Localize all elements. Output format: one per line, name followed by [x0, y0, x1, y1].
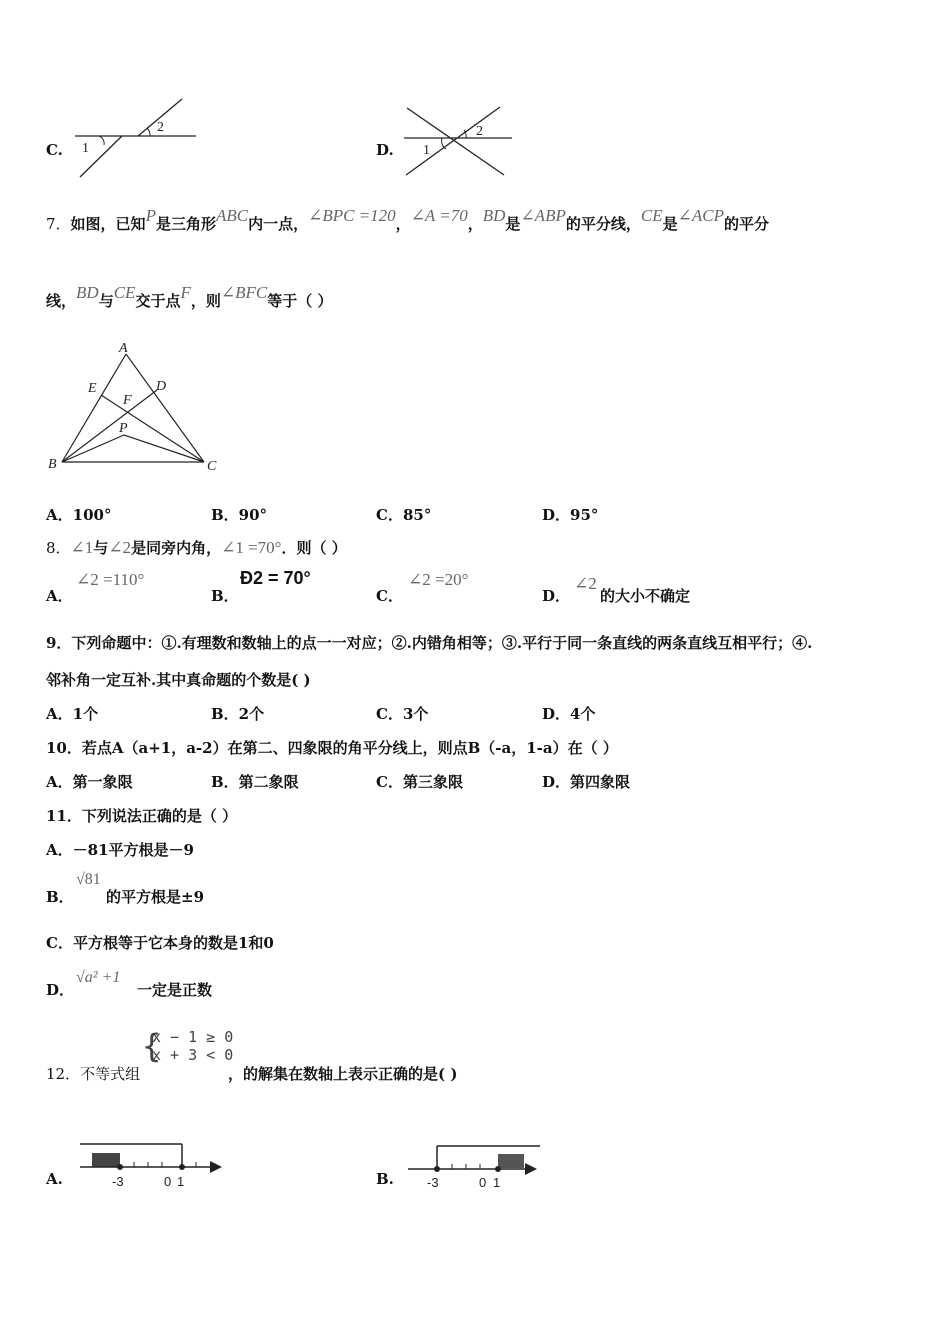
q7-option-a: A．100° [46, 506, 112, 524]
angle-1-arc [442, 138, 446, 149]
q7-angle-bpc: ∠BPC =120 [308, 206, 396, 225]
point-e-label: E [88, 381, 97, 396]
q7-text: 的平分 [723, 215, 769, 233]
q9-line-2: 邻补角一定互补.其中真命题的个数是( ) [46, 671, 311, 689]
q7-text: 如图，已知 [70, 215, 146, 233]
q7-line-2 [46, 283, 333, 320]
shaded-region [92, 1153, 120, 1167]
q8-text: 是同旁内角， [131, 539, 222, 557]
q8-option-a-label: A． [46, 587, 73, 605]
q7-text: 内一点， [248, 215, 309, 233]
tick-label-1: 1 [177, 1174, 185, 1189]
arrow-icon [210, 1161, 222, 1173]
q7-text: 线， [46, 292, 77, 310]
tick-label-minus-3: -3 [112, 1174, 124, 1189]
q7-triangle-abc: ABC [215, 206, 249, 225]
angle-1-arc [99, 136, 104, 145]
q7-angle-abp: ∠ABP [520, 206, 566, 225]
q7-number: 7． [46, 215, 71, 233]
vertex-a-label: A [119, 341, 128, 356]
q7-text: 是 [505, 215, 521, 233]
q12-option-a-number-line [72, 1138, 227, 1193]
vertex-c-label: C [207, 459, 217, 474]
q7-angle-acp: ∠ACP [677, 206, 724, 225]
q7-text: 的平分线， [565, 215, 641, 233]
tick-label-0: 0 [479, 1175, 487, 1190]
q11-option-a: A．－81平方根是－9 [46, 841, 194, 859]
q7-angle-a: ∠A =70 [410, 206, 468, 225]
point-f-label: F [123, 393, 132, 408]
q8-option-b-label: B． [211, 587, 239, 605]
q7-point-f: F [180, 283, 191, 302]
angle-2-arc [147, 128, 150, 136]
vertex-b-label: B [48, 457, 57, 472]
q9-line-1: 9．下列命题中：①.有理数和数轴上的点一一对应；②.内错角相等；③.平行于同一条直线的两条直线互相平行；④. [46, 634, 813, 652]
q12-inequality-system [142, 1028, 233, 1064]
q8-text: ．则（ ） [281, 539, 347, 557]
q8-angle-1: ∠1 [70, 538, 94, 557]
point-1 [495, 1166, 501, 1172]
q11-option-c: C．平方根等于它本身的数是1和0 [46, 934, 274, 952]
q9-option-c: C．3个 [376, 705, 429, 723]
q11-option-b-math: √81 [76, 871, 101, 888]
q8-angle-value: ∠1 =70° [221, 538, 282, 557]
point-minus-3 [434, 1166, 440, 1172]
q11-option-d-label: D． [46, 981, 75, 999]
angle-2-label: 2 [476, 124, 483, 139]
angle-1-label: 1 [82, 141, 89, 156]
q8-option-c-math: ∠2 =20° [408, 570, 469, 589]
q12-option-b-number-line [402, 1138, 547, 1193]
segment-ce [101, 395, 204, 462]
q10-stem: 10．若点A（a+1，a-2）在第二、四象限的角平分线上，则点B（-a，1-a）在（ ） [46, 739, 618, 757]
q8-option-d-label: D． [542, 587, 571, 605]
q7-bd: BD [76, 283, 99, 302]
q7-option-b: B．90° [211, 506, 268, 524]
shaded-region [498, 1154, 524, 1168]
q10-option-d: D．第四象限 [542, 773, 631, 791]
q12-option-b-label: B. [376, 1170, 394, 1188]
q12-option-a-label: A. [46, 1170, 63, 1188]
q6-option-c-figure [70, 96, 205, 181]
angle-1-label: 1 [423, 143, 430, 158]
tick-label-1: 1 [493, 1175, 501, 1190]
q7-triangle-figure [44, 338, 224, 478]
point-p-label: P [119, 421, 128, 436]
q8-number: 8． [46, 539, 71, 557]
q8-option-b-math: Ð2 = 70° [240, 568, 311, 588]
q7-text: 等于（ ） [267, 292, 333, 310]
tick-label-0: 0 [164, 1174, 172, 1189]
q7-text: ，则 [190, 292, 221, 310]
q7-text: 交于点 [135, 292, 181, 310]
q10-option-a: A．第一象限 [46, 773, 133, 791]
q12-stem-text: ，的解集在数轴上表示正确的是( ) [228, 1065, 458, 1083]
q7-line-1 [46, 206, 769, 243]
point-minus-3 [117, 1164, 123, 1170]
q10-option-b: B．第二象限 [211, 773, 299, 791]
q8-option-c-label: C． [376, 587, 403, 605]
q9-option-b: B．2个 [211, 705, 265, 723]
angle-2-label: 2 [157, 120, 164, 135]
q7-text: 是 [662, 215, 678, 233]
q7-text: 与 [98, 292, 114, 310]
side-ac [126, 354, 204, 462]
q7-option-c: C．85° [376, 506, 432, 524]
q8-stem [46, 537, 347, 558]
line-descending [407, 108, 504, 175]
q7-text: ， [395, 215, 411, 233]
brace-icon: { [142, 1027, 162, 1065]
q11-option-d-math: √a² +1 [76, 969, 121, 986]
q6-option-d-figure [400, 103, 520, 183]
q11-option-b-text: 的平方根是±9 [106, 888, 205, 906]
arrow-icon [525, 1163, 537, 1175]
q7-bd: BD [482, 206, 506, 225]
q7-point-p: P [145, 206, 156, 225]
q8-option-d-text: 的大小不确定 [600, 587, 691, 605]
q12-inequality-2: x + 3 < 0 [152, 1046, 234, 1064]
q7-ce: CE [640, 206, 663, 225]
q11-stem: 11．下列说法正确的是（ ） [46, 807, 238, 825]
q8-angle-2: ∠2 [108, 538, 132, 557]
q12-number: 12．不等式组 [46, 1065, 141, 1083]
q8-option-a-math: ∠2 =110° [76, 570, 145, 589]
q7-ce: CE [113, 283, 136, 302]
q11-option-d-text: 一定是正数 [137, 981, 213, 999]
q8-text: 与 [93, 539, 109, 557]
q6-option-c-label: C. [46, 141, 63, 159]
q7-text: 是三角形 [155, 215, 216, 233]
q9-option-d: D．4个 [542, 705, 596, 723]
q11-option-b-label: B． [46, 888, 74, 906]
q7-text: ， [467, 215, 483, 233]
q12-inequality-1: x − 1 ≥ 0 [152, 1028, 234, 1046]
tick-label-minus-3: -3 [427, 1175, 439, 1190]
point-1 [179, 1164, 185, 1170]
q10-option-c: C．第三象限 [376, 773, 463, 791]
q9-option-a: A．1个 [46, 705, 99, 723]
point-d-label: D [156, 379, 167, 394]
q7-option-d: D．95° [542, 506, 599, 524]
q7-angle-bfc: ∠BFC [220, 283, 268, 302]
q6-option-d-label: D. [376, 141, 394, 159]
q8-option-d-math: ∠2 [574, 574, 597, 593]
side-ab [62, 354, 126, 462]
segment-cp [124, 435, 204, 462]
